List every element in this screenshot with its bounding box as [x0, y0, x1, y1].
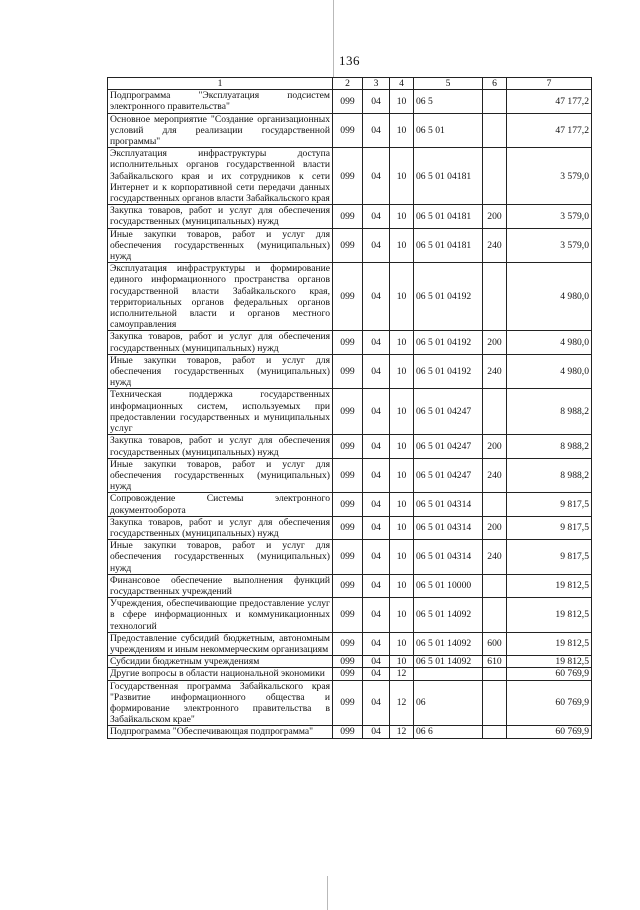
cell-admin: 099: [333, 354, 363, 389]
table-row: [108, 113, 592, 148]
header-sum: 7: [507, 78, 592, 90]
cell-name: Закупка товаров, работ и услуг для обеспечения государственных (муниципальных) нужд: [108, 205, 333, 228]
header-target: 5: [414, 78, 483, 90]
cell-name: Техническая поддержка государственных информационных систем, используемых при предоставлении государственных и муниципальных услуг: [108, 389, 333, 435]
cell-sum: 19 812,5: [507, 632, 592, 655]
cell-admin: 099: [333, 668, 363, 680]
cell-sum: 47 177,2: [507, 90, 592, 113]
cell-type: [483, 680, 507, 726]
cell-section: 04: [363, 113, 390, 148]
cell-section: 04: [363, 516, 390, 539]
cell-subsection: 10: [390, 354, 414, 389]
table-row: [108, 331, 592, 354]
cell-sum: 9 817,5: [507, 516, 592, 539]
cell-target: 06 5 01 04181: [414, 228, 483, 263]
cell-target: 06 5 01 14092: [414, 598, 483, 633]
cell-target: 06 5 01 04314: [414, 516, 483, 539]
cell-section: 04: [363, 632, 390, 655]
header-type: 6: [483, 78, 507, 90]
header-subsection: 4: [390, 78, 414, 90]
cell-section: 04: [363, 726, 390, 738]
cell-type: 240: [483, 540, 507, 575]
cell-name: Подпрограмма "Эксплуатация подсистем электронного правительства": [108, 90, 333, 113]
table-row: [108, 726, 592, 738]
table-row: [108, 205, 592, 228]
cell-sum: 3 579,0: [507, 205, 592, 228]
cell-section: 04: [363, 656, 390, 668]
cell-section: 04: [363, 354, 390, 389]
table-row: [108, 680, 592, 726]
cell-admin: 099: [333, 90, 363, 113]
cell-target: 06 5 01 04192: [414, 331, 483, 354]
cell-type: [483, 493, 507, 516]
table-row: [108, 148, 592, 205]
cell-sum: 8 988,2: [507, 389, 592, 435]
header-name: 1: [108, 78, 333, 90]
cell-sum: 9 817,5: [507, 493, 592, 516]
cell-name: Иные закупки товаров, работ и услуг для обеспечения государственных (муниципальных) нужд: [108, 228, 333, 263]
cell-type: 200: [483, 516, 507, 539]
cell-admin: 099: [333, 540, 363, 575]
cell-admin: 099: [333, 389, 363, 435]
cell-subsection: 12: [390, 680, 414, 726]
cell-sum: 60 769,9: [507, 680, 592, 726]
cell-section: 04: [363, 331, 390, 354]
cell-sum: 3 579,0: [507, 148, 592, 205]
cell-type: 200: [483, 435, 507, 458]
cell-section: 04: [363, 458, 390, 493]
cell-admin: 099: [333, 263, 363, 331]
cell-type: [483, 726, 507, 738]
cell-name: Закупка товаров, работ и услуг для обеспечения государственных (муниципальных) нужд: [108, 331, 333, 354]
table-row: [108, 656, 592, 668]
cell-sum: 19 812,5: [507, 656, 592, 668]
cell-target: 06 5 01 14092: [414, 632, 483, 655]
cell-name: Эксплуатация инфраструктуры и формирование единого информационного пространства органов государственной власти Забайкальского края, территориальных органов федеральных органов исполнительной власти и органов местного самоуправления: [108, 263, 333, 331]
cell-name: Основное мероприятие "Создание организационных условий для реализации государственной программы": [108, 113, 333, 148]
cell-sum: 19 812,5: [507, 598, 592, 633]
cell-admin: 099: [333, 493, 363, 516]
cell-admin: 099: [333, 435, 363, 458]
table-row: [108, 668, 592, 680]
cell-type: 200: [483, 331, 507, 354]
table-row: [108, 354, 592, 389]
cell-section: 04: [363, 205, 390, 228]
cell-target: 06 5 01 04192: [414, 354, 483, 389]
cell-sum: 19 812,5: [507, 574, 592, 597]
header-admin: 2: [333, 78, 363, 90]
cell-type: [483, 389, 507, 435]
cell-name: Учреждения, обеспечивающие предоставление услуг в сфере информационных и коммуникационных технологий: [108, 598, 333, 633]
cell-subsection: 10: [390, 113, 414, 148]
cell-section: 04: [363, 90, 390, 113]
table-row: [108, 516, 592, 539]
table-row: [108, 493, 592, 516]
budget-table: [107, 77, 592, 739]
cell-admin: 099: [333, 516, 363, 539]
cell-target: [414, 668, 483, 680]
cell-type: [483, 668, 507, 680]
table-row: [108, 598, 592, 633]
cell-target: 06 5 01 04314: [414, 493, 483, 516]
cell-section: 04: [363, 540, 390, 575]
cell-admin: 099: [333, 598, 363, 633]
cell-target: 06 5 01 14092: [414, 656, 483, 668]
table-body: [108, 90, 592, 738]
cell-admin: 099: [333, 228, 363, 263]
scan-fold-line-top: [333, 0, 334, 78]
cell-sum: 9 817,5: [507, 540, 592, 575]
cell-name: Эксплуатация инфраструктуры доступа исполнительных органов государственной власти Забайкальского края и их сотрудников к сети Интернет и к корпоративной сети передачи данных государственных органов власти Забайкальского края: [108, 148, 333, 205]
cell-subsection: 10: [390, 435, 414, 458]
cell-subsection: 12: [390, 668, 414, 680]
cell-target: 06 5 01 04192: [414, 263, 483, 331]
cell-subsection: 10: [390, 331, 414, 354]
cell-sum: 4 980,0: [507, 263, 592, 331]
cell-name: Подпрограмма "Обеспечивающая подпрограмма": [108, 726, 333, 738]
cell-subsection: 10: [390, 263, 414, 331]
cell-admin: 099: [333, 205, 363, 228]
cell-admin: 099: [333, 331, 363, 354]
cell-subsection: 10: [390, 632, 414, 655]
cell-name: Другие вопросы в области национальной экономики: [108, 668, 333, 680]
table-row: [108, 228, 592, 263]
cell-subsection: 10: [390, 656, 414, 668]
cell-subsection: 10: [390, 90, 414, 113]
cell-name: Финансовое обеспечение выполнения функций государственных учреждений: [108, 574, 333, 597]
cell-target: 06 5 01 04247: [414, 435, 483, 458]
cell-section: 04: [363, 668, 390, 680]
table-header-row: [108, 78, 592, 90]
header-section: 3: [363, 78, 390, 90]
cell-type: [483, 90, 507, 113]
cell-section: 04: [363, 148, 390, 205]
cell-name: Иные закупки товаров, работ и услуг для обеспечения государственных (муниципальных) нужд: [108, 540, 333, 575]
table-row: [108, 574, 592, 597]
cell-target: 06 6: [414, 726, 483, 738]
cell-name: Субсидии бюджетным учреждениям: [108, 656, 333, 668]
cell-admin: 099: [333, 632, 363, 655]
cell-admin: 099: [333, 148, 363, 205]
cell-sum: 47 177,2: [507, 113, 592, 148]
cell-name: Закупка товаров, работ и услуг для обеспечения государственных (муниципальных) нужд: [108, 435, 333, 458]
cell-subsection: 12: [390, 726, 414, 738]
table-row: [108, 632, 592, 655]
cell-type: 610: [483, 656, 507, 668]
cell-type: 240: [483, 228, 507, 263]
cell-type: 240: [483, 354, 507, 389]
cell-section: 04: [363, 680, 390, 726]
cell-target: 06 5 01 10000: [414, 574, 483, 597]
cell-subsection: 10: [390, 228, 414, 263]
cell-admin: 099: [333, 574, 363, 597]
cell-subsection: 10: [390, 148, 414, 205]
cell-subsection: 10: [390, 598, 414, 633]
cell-target: 06 5 01 04181: [414, 148, 483, 205]
cell-sum: 4 980,0: [507, 354, 592, 389]
table-row: [108, 90, 592, 113]
cell-section: 04: [363, 435, 390, 458]
table-row: [108, 435, 592, 458]
cell-target: 06 5 01 04181: [414, 205, 483, 228]
cell-admin: 099: [333, 680, 363, 726]
cell-subsection: 10: [390, 389, 414, 435]
table-row: [108, 389, 592, 435]
table-row: [108, 263, 592, 331]
cell-sum: 60 769,9: [507, 668, 592, 680]
cell-type: [483, 113, 507, 148]
cell-target: 06 5 01 04247: [414, 458, 483, 493]
cell-type: [483, 263, 507, 331]
table-row: [108, 540, 592, 575]
cell-section: 04: [363, 389, 390, 435]
cell-name: Государственная программа Забайкальского края "Развитие информационного общества и формирование электронного правительства в Забайкальском крае": [108, 680, 333, 726]
cell-target: 06 5 01 04314: [414, 540, 483, 575]
cell-subsection: 10: [390, 516, 414, 539]
cell-subsection: 10: [390, 205, 414, 228]
page-number: 136: [339, 53, 360, 68]
cell-subsection: 10: [390, 574, 414, 597]
cell-section: 04: [363, 493, 390, 516]
cell-subsection: 10: [390, 540, 414, 575]
cell-sum: 4 980,0: [507, 331, 592, 354]
cell-subsection: 10: [390, 458, 414, 493]
cell-admin: 099: [333, 113, 363, 148]
cell-section: 04: [363, 228, 390, 263]
cell-subsection: 10: [390, 493, 414, 516]
cell-name: Предоставление субсидий бюджетным, автономным учреждениям и иным некоммерческим организациям: [108, 632, 333, 655]
cell-section: 04: [363, 598, 390, 633]
cell-type: [483, 148, 507, 205]
cell-name: Сопровождение Системы электронного документооборота: [108, 493, 333, 516]
cell-admin: 099: [333, 656, 363, 668]
cell-target: 06 5 01: [414, 113, 483, 148]
cell-section: 04: [363, 263, 390, 331]
cell-name: Иные закупки товаров, работ и услуг для обеспечения государственных (муниципальных) нужд: [108, 458, 333, 493]
cell-section: 04: [363, 574, 390, 597]
cell-admin: 099: [333, 458, 363, 493]
cell-admin: 099: [333, 726, 363, 738]
scan-fold-line-bottom: [327, 876, 328, 910]
cell-name: Иные закупки товаров, работ и услуг для обеспечения государственных (муниципальных) нужд: [108, 354, 333, 389]
cell-target: 06 5: [414, 90, 483, 113]
cell-sum: 8 988,2: [507, 435, 592, 458]
cell-target: 06 5 01 04247: [414, 389, 483, 435]
cell-target: 06: [414, 680, 483, 726]
cell-name: Закупка товаров, работ и услуг для обеспечения государственных (муниципальных) нужд: [108, 516, 333, 539]
cell-type: 200: [483, 205, 507, 228]
cell-type: [483, 574, 507, 597]
cell-sum: 3 579,0: [507, 228, 592, 263]
cell-type: [483, 598, 507, 633]
table-row: [108, 458, 592, 493]
cell-sum: 8 988,2: [507, 458, 592, 493]
cell-sum: 60 769,9: [507, 726, 592, 738]
cell-type: 240: [483, 458, 507, 493]
cell-type: 600: [483, 632, 507, 655]
